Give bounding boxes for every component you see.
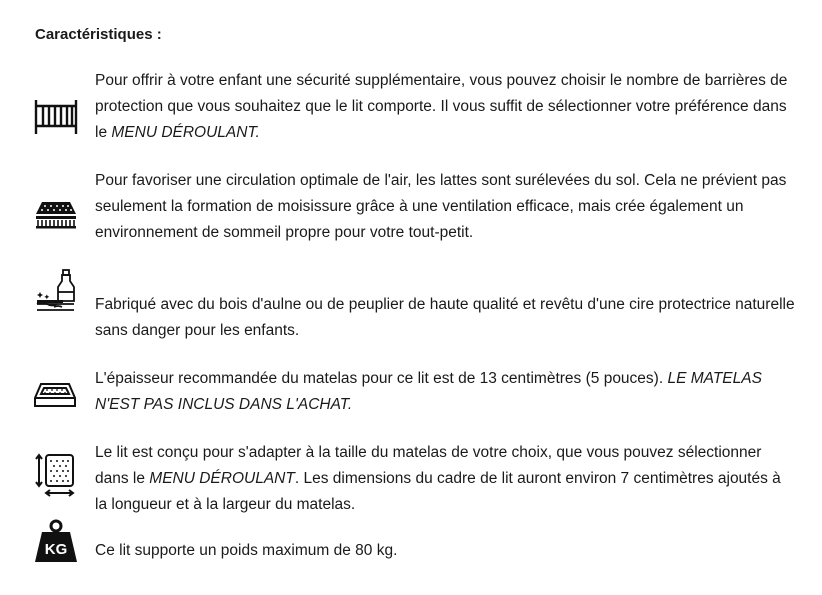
- feature-text: Pour favoriser une circulation optimale de l'air, les lattes sont surélevées du sol. Cela ne prévient pas seulement la formation de moisissure grâce à une ventilation efficace, mais crée également un environnement de sommeil propre pour votre tout-petit.: [95, 172, 787, 241]
- mattress-dimensions-icon: [32, 450, 80, 498]
- feature-emphasis: MENU DÉROULANT: [149, 470, 295, 487]
- feature-text: Pour offrir à votre enfant une sécurité supplémentaire, vous pouvez choisir le nombre de barrières de protection que vous souhaitez que le lit comporte. Il vous suffit de sélectionner votre préférence dans le MENU DÉROULANT.: [95, 72, 788, 141]
- weight-kg-label: KG: [44, 541, 68, 558]
- feature-emphasis: LE MATELAS N'EST PAS INCLUS DANS L'ACHAT.: [95, 370, 762, 413]
- feature-emphasis: MENU DÉROULANT.: [111, 124, 260, 141]
- feature-text: Ce lit supporte un poids maximum de 80 kg.: [95, 542, 398, 559]
- crib-rails-icon: [32, 92, 80, 140]
- weight-kg-icon: [32, 518, 80, 566]
- mattress-icon: [32, 372, 80, 420]
- section-title: Caractéristiques :: [35, 26, 162, 43]
- slatted-base-icon: [32, 190, 80, 238]
- wood-wax-icon: [32, 266, 80, 314]
- feature-text: Le lit est conçu pour s'adapter à la taille du matelas de votre choix, que vous pouvez sélectionner dans le MENU DÉROULANT. Les dimensions du cadre de lit auront environ 7 centimètres ajoutés à la longueur et à la largeur du matelas.: [95, 444, 781, 513]
- feature-text: Fabriqué avec du bois d'aulne ou de peuplier de haute qualité et revêtu d'une cire protectrice naturelle sans danger pour les enfants.: [95, 296, 795, 339]
- feature-text: L'épaisseur recommandée du matelas pour ce lit est de 13 centimètres (5 pouces). LE MATELAS N'EST PAS INCLUS DANS L'ACHAT.: [95, 370, 762, 413]
